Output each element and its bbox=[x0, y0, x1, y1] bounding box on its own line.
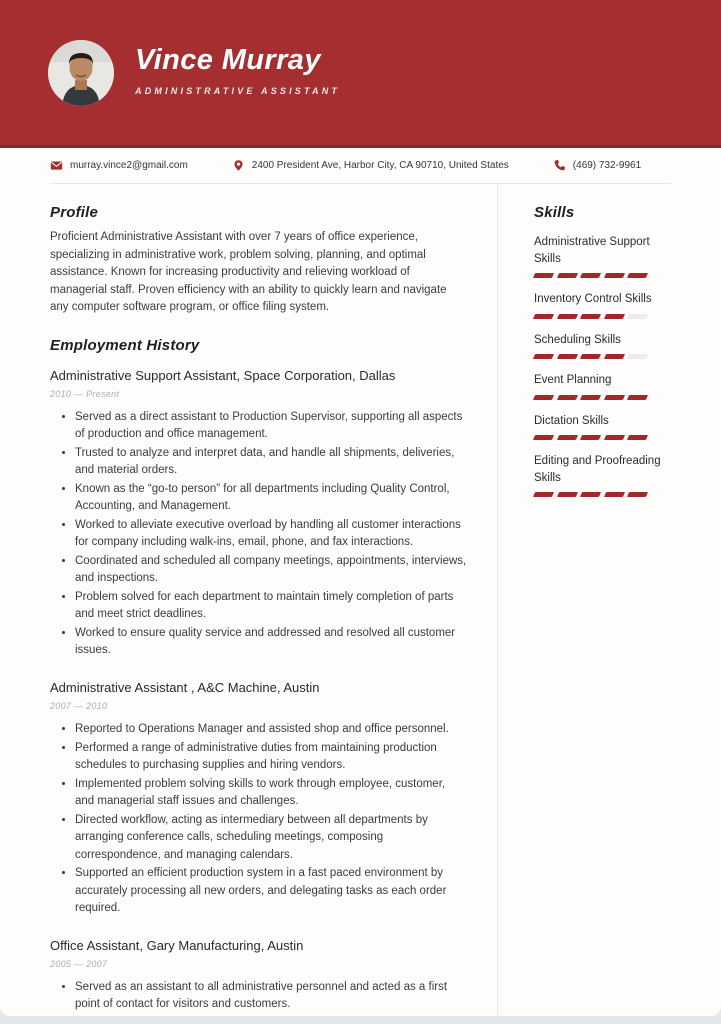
skill-entry bbox=[534, 234, 671, 278]
skill-bar-segment bbox=[603, 273, 624, 278]
job-dates: 2010 — Present bbox=[50, 388, 120, 399]
job-dates: 2005 — 2007 bbox=[50, 958, 108, 969]
job-bullet-list bbox=[50, 979, 467, 1014]
skill-bar-segment bbox=[533, 435, 554, 440]
skill-level-bar bbox=[534, 435, 671, 440]
skill-bar-segment bbox=[580, 395, 601, 400]
skill-bar-segment bbox=[627, 354, 648, 359]
skill-level-bar bbox=[534, 354, 671, 359]
skill-label: Scheduling Skills bbox=[534, 333, 621, 346]
skill-bar-segment bbox=[580, 435, 601, 440]
bullet-item: • Served as a direct assistant to Production Supervisor, supporting all aspects of production and office management. bbox=[75, 409, 467, 444]
bullet-item: • Coordinated and scheduled all company meetings, appointments, interviews, and inspections. bbox=[75, 553, 467, 588]
skill-label: Dictation Skills bbox=[534, 414, 609, 427]
skill-bar-segment bbox=[556, 492, 577, 497]
skill-bar-segment bbox=[580, 273, 601, 278]
avatar bbox=[48, 40, 114, 106]
skill-entry bbox=[534, 332, 671, 360]
contact-address bbox=[232, 159, 509, 172]
job-title: Office Assistant, Gary Manufacturing, Austin bbox=[50, 937, 304, 953]
bullet-item: • Worked to ensure quality service and addressed and resolved all customer issues. bbox=[75, 625, 467, 660]
job-entry bbox=[50, 938, 467, 1014]
candidate-name: Vince Murray bbox=[135, 43, 321, 76]
skill-bar-segment bbox=[556, 314, 577, 319]
bullet-item: • Known as the “go-to person” for all departments including Quality Control, Accounting, and Management. bbox=[75, 481, 467, 516]
skill-level-bar bbox=[534, 492, 671, 497]
name-block bbox=[135, 45, 340, 97]
skill-level-bar bbox=[534, 395, 671, 400]
bullet-item: • Trusted to analyze and interpret data, and handle all shipments, deliveries, and material orders. bbox=[75, 445, 467, 480]
skill-bar-segment bbox=[580, 354, 601, 359]
bullet-item: • Directed workflow, acting as intermediary between all departments by arranging conference calls, scheduling meetings, composing correspondence, and managing calendars. bbox=[75, 812, 467, 865]
job-bullet-list bbox=[50, 409, 467, 660]
skill-level-bar bbox=[534, 273, 671, 278]
skill-bar-segment bbox=[603, 395, 624, 400]
candidate-job-title: ADMINISTRATIVE ASSISTANT bbox=[135, 86, 341, 97]
skill-label: Editing and Proofreading Skills bbox=[534, 455, 661, 484]
skill-bar-segment bbox=[580, 492, 601, 497]
job-bullet-list bbox=[50, 721, 467, 918]
email-icon bbox=[50, 159, 63, 172]
skills-list bbox=[534, 234, 671, 497]
skill-bar-segment bbox=[627, 435, 648, 440]
job-dates: 2007 — 2010 bbox=[50, 701, 108, 711]
skill-label: Inventory Control Skills bbox=[534, 293, 652, 305]
skill-bar-segment bbox=[580, 314, 601, 319]
skill-bar-segment bbox=[533, 395, 554, 400]
skill-entry bbox=[534, 372, 671, 400]
skill-bar-segment bbox=[556, 354, 577, 359]
bullet-item: • Served as an assistant to all administrative personnel and acted as a first point of contact for visitors and customers. bbox=[75, 979, 467, 1014]
phone-text: (469) 732-9961 bbox=[572, 160, 642, 171]
skill-label: Event Planning bbox=[534, 374, 612, 386]
skill-bar-segment bbox=[533, 492, 554, 497]
skill-bar-segment bbox=[627, 314, 648, 319]
contact-bar bbox=[0, 148, 721, 183]
main-column bbox=[50, 183, 498, 1016]
skill-bar-segment bbox=[627, 395, 648, 400]
bullet-item: • Problem solved for each department to maintain timely completion of parts and meet strict deadlines. bbox=[75, 589, 467, 624]
skills-sidebar bbox=[498, 183, 671, 1016]
bullet-item: • Implemented problem solving skills to work through employee, customer, and managerial staff issues and challenges. bbox=[75, 776, 467, 811]
skill-bar-segment bbox=[556, 395, 577, 400]
phone-icon bbox=[553, 159, 566, 172]
bullet-item: • Reported to Operations Manager and assisted shop and office personnel. bbox=[75, 721, 467, 739]
employment-heading: Employment History bbox=[50, 336, 200, 354]
skill-bar-segment bbox=[603, 354, 624, 359]
employment-history-list bbox=[50, 368, 467, 1014]
contact-email bbox=[50, 159, 188, 172]
skill-bar-segment bbox=[603, 435, 624, 440]
skill-label: Administrative Support Skills bbox=[534, 236, 650, 265]
skill-bar-segment bbox=[556, 435, 577, 440]
email-text: murray.vince2@gmail.com bbox=[70, 160, 188, 171]
contact-phone bbox=[553, 159, 641, 172]
profile-text: Proficient Administrative Assistant with over 7 years of office experience, specializing in administrative work, problem solving, planning, and optimal assistance. Known for increasing productivity and relieving workload of managerial staff. Proven efficiency with an ability to quickly learn and navigate any computer software program, or office filing system. bbox=[50, 231, 447, 313]
skill-entry bbox=[534, 413, 671, 441]
skill-bar-segment bbox=[556, 273, 577, 278]
skill-bar-segment bbox=[533, 273, 554, 278]
skill-bar-segment bbox=[627, 273, 648, 278]
avatar-photo-placeholder bbox=[48, 40, 114, 106]
skill-entry bbox=[534, 453, 671, 497]
skill-level-bar bbox=[534, 314, 671, 319]
skill-bar-segment bbox=[627, 492, 648, 497]
skill-bar-segment bbox=[533, 354, 554, 359]
location-icon bbox=[232, 159, 245, 172]
bullet-item: • Worked to alleviate executive overload by handling all customer interactions for company including walk-ins, email, phone, and fax interactions. bbox=[75, 517, 467, 552]
bullet-item: • Supported an efficient production system in a fast paced environment by accurately processing all new orders, and delegating tasks as each order required. bbox=[75, 865, 467, 918]
skills-heading: Skills bbox=[534, 204, 575, 221]
header bbox=[0, 0, 721, 148]
job-entry bbox=[50, 680, 467, 918]
skill-bar-segment bbox=[533, 314, 554, 319]
profile-heading: Profile bbox=[50, 204, 99, 221]
skill-bar-segment bbox=[603, 314, 624, 319]
skill-bar-segment bbox=[603, 492, 624, 497]
job-title: Administrative Support Assistant, Space Corporation, Dallas bbox=[50, 367, 396, 383]
job-title: Administrative Assistant , A&C Machine, Austin bbox=[50, 679, 320, 695]
bullet-item: • Performed a range of administrative duties from maintaining production schedules to purchasing supplies and hiring vendors. bbox=[75, 740, 467, 775]
skill-entry bbox=[534, 291, 671, 319]
address-text: 2400 President Ave, Harbor City, CA 90710, United States bbox=[251, 160, 509, 171]
job-entry bbox=[50, 368, 467, 660]
content bbox=[0, 183, 721, 1016]
